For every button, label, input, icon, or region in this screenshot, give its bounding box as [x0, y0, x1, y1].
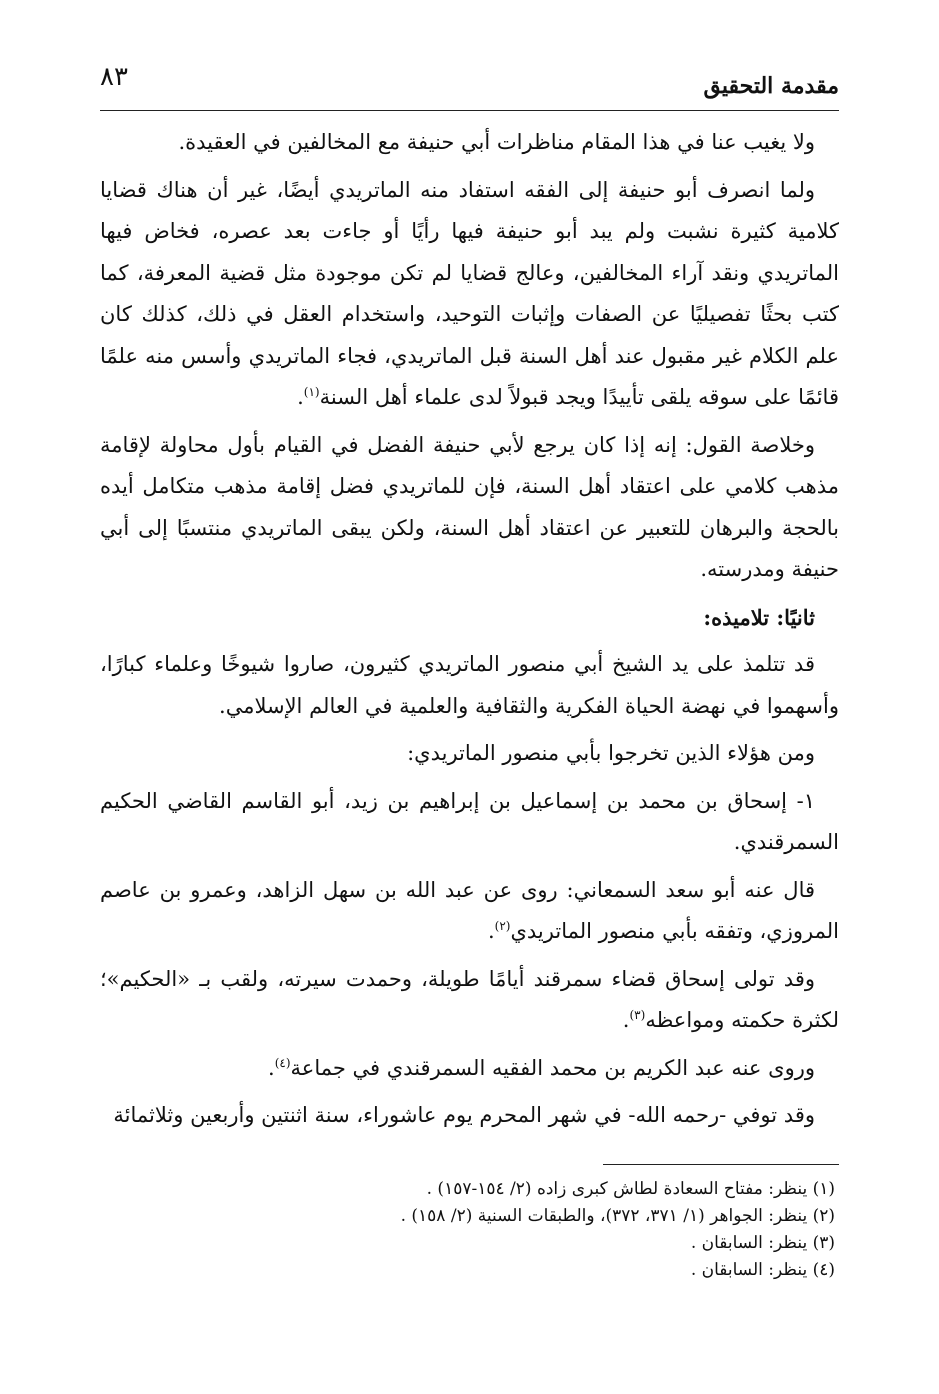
footnote: (١) ينظر: مفتاح السعادة لطاش كبرى زاده (٢/ ١٥٤-١٥٧) .	[426, 1179, 835, 1199]
section-heading: ثانيًا: تلاميذه:	[703, 604, 815, 630]
paragraph: وخلاصة القول: إنه إذا كان يرجع لأبي حنيفة الفضل في القيام بأول محاولة لإقامة مذهب كلامي على اعتقاد أهل السنة، فإن للماتريدي فضل إقامة مذهب متكامل أيده بالحجة والبرهان للتعبير عن اعتقاد أهل السنة، ولكن يبقى الماتريدي منتسبًا إلى أبي حنيفة ومدرسته.	[100, 432, 839, 581]
paragraph: وقد تولى إسحاق قضاء سمرقند أيامًا طويلة، وحمدت سيرته، ولقب بـ «الحكيم»؛ لكثرة حكمته ومواعظه$^{(٣)}$.	[100, 966, 839, 1032]
footnote: (٢) ينظر: الجواهر (١/ ٣٧١، ٣٧٢)، والطبقات السنية (٢/ ١٥٨) .	[400, 1206, 835, 1226]
paragraph: ولا يغيب عنا في هذا المقام مناظرات أبي حنيفة مع المخالفين في العقيدة.	[178, 130, 815, 154]
body-text	[100, 122, 839, 1143]
paragraph: ومن هؤلاء الذين تخرجوا بأبي منصور الماتريدي:	[407, 741, 815, 765]
paragraph: قال عنه أبو سعد السمعاني: روى عن عبد الله بن سهل الزاهد، وعمرو بن عاصم المروزي، وتفقه بأبي منصور الماتريدي$^{(٢)}$.	[100, 877, 839, 943]
header-rule	[100, 110, 839, 111]
footnotes	[100, 1176, 839, 1284]
footnote: (٣) ينظر: السابقان .	[690, 1233, 835, 1253]
paragraph: قد تتلمذ على يد الشيخ أبي منصور الماتريدي كثيرون، صاروا شيوخًا وعلماء كبارًا، وأسهموا في نهضة الحياة الفكرية والثقافية والعلمية في العالم الإسلامي.	[100, 652, 839, 718]
footnote-rule	[603, 1164, 839, 1165]
paragraph: وقد توفي -رحمه الله- في شهر المحرم يوم عاشوراء، سنة اثنتين وأربعين وثلاثمائة	[113, 1103, 815, 1127]
paragraph: ولما انصرف أبو حنيفة إلى الفقه استفاد منه الماتريدي أيضًا، غير أن هناك قضايا كلامية كثيرة نشبت ولم يبد أبو حنيفة فيها رأيًا أو جاءت بعد عصره، فخاض فيها الماتريدي ونقد آراء المخالفين، وعالج قضايا لم تكن موجودة مثل قضية المعرفة، كما كتب بحثًا تفصيليًا عن الصفات وإثبات التوحيد، واستخدام العقل في ذلك، كذلك كان علم الكلام غير مقبول عند أهل السنة قبل الماتريدي، فجاء الماتريدي وأسس منه علمًا قائمًا على سوقه يلقى تأييدًا ويجد قبولاً لدى علماء أهل السنة$^{(١)}$.	[100, 177, 839, 409]
footnote-marker: (٣)	[629, 1008, 646, 1022]
footnote-marker: (٤)	[274, 1055, 291, 1070]
footnote: (٤) ينظر: السابقان .	[690, 1260, 835, 1280]
page-header	[100, 62, 839, 102]
page-number: ٨٣	[100, 62, 128, 92]
footnote-marker: (١)	[303, 385, 320, 399]
running-title: مقدمة التحقيق	[703, 73, 839, 99]
paragraph: وروى عنه عبد الكريم بن محمد الفقيه السمرقندي في جماعة$^{(٤)}$.	[268, 1055, 815, 1080]
footnote-marker: (٢)	[494, 919, 511, 933]
list-item: ١- إسحاق بن محمد بن إسماعيل بن إبراهيم بن زيد، أبو القاسم القاضي الحكيم السمرقندي.	[100, 788, 839, 854]
